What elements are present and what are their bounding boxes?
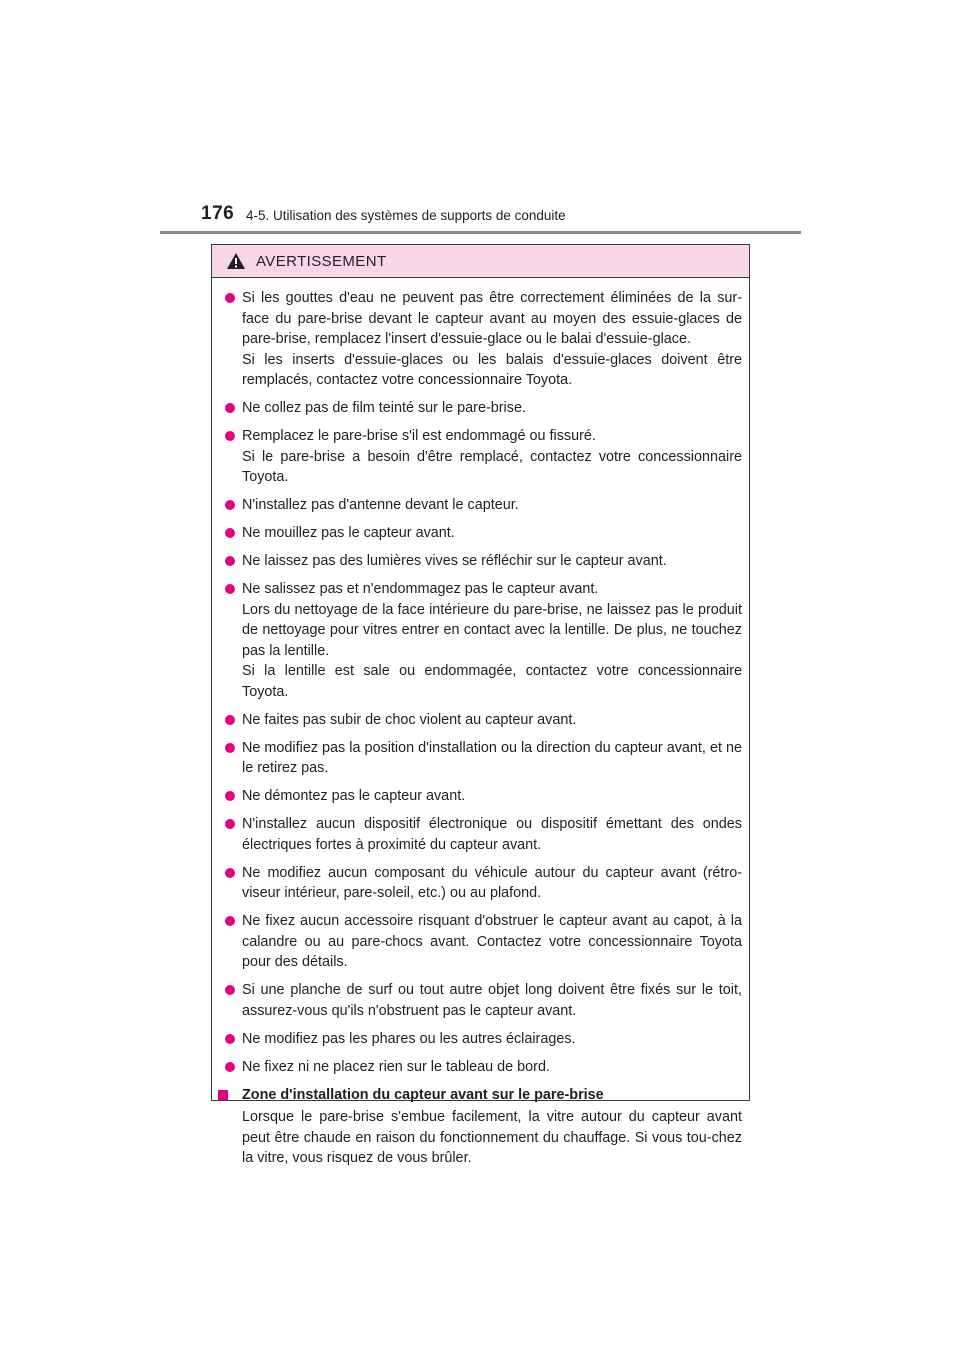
warning-item — [218, 579, 742, 702]
bullet-icon — [225, 868, 235, 878]
warning-item-text: Ne fixez ni ne placez rien sur le tableau de bord. — [242, 1058, 550, 1075]
square-bullet-icon — [218, 1090, 228, 1100]
warning-item — [218, 426, 742, 488]
bullet-icon — [225, 431, 235, 441]
warning-item-text: Ne laissez pas des lumières vives se réfléchir sur le capteur avant. — [242, 553, 667, 569]
warning-item — [218, 288, 742, 391]
warning-item-text: Lors du nettoyage de la face intérieure du pare-brise, ne laissez pas le produit de nettoyage pour vitres entrer en contact avec la lentille. De plus, ne touchez pas la lentille. — [242, 601, 742, 659]
warning-item-text: Si les inserts d'essuie-glaces ou les balais d'essuie-glaces doivent être remplacés, contactez votre concessionnaire Toyota. — [242, 351, 742, 388]
bullet-icon — [225, 791, 235, 801]
warning-item-text: Si la lentille est sale ou endommagée, contactez votre concessionnaire Toyota. — [242, 663, 742, 700]
warning-item-text: Ne modifiez aucun composant du véhicule autour du capteur avant (rétro-viseur intérieur, pare-soleil, etc.) ou au plafond. — [242, 864, 742, 901]
bullet-icon — [225, 293, 235, 303]
warning-header — [212, 245, 749, 278]
bullet-icon — [225, 500, 235, 510]
warning-triangle-icon — [226, 252, 246, 270]
section-title: 4-5. Utilisation des systèmes de supports de conduite — [246, 208, 566, 223]
warning-item — [218, 1057, 742, 1078]
warning-item-text: Ne fixez aucun accessoire risquant d'obstruer le capteur avant au capot, à la calandre ou au pare-chocs avant. Contactez votre concessionnaire Toyota pour des détails. — [242, 913, 742, 970]
bullet-icon — [225, 715, 235, 725]
warning-item-text: Ne modifiez pas les phares ou les autres éclairages. — [242, 1030, 576, 1047]
warning-item-text: Remplacez le pare-brise s'il est endommagé ou fissuré. — [242, 428, 596, 444]
bullet-icon — [225, 743, 235, 753]
warning-item-text: Ne mouillez pas le capteur avant. — [242, 525, 455, 541]
installation-zone-section — [218, 1085, 742, 1169]
warning-item-text: Ne collez pas de film teinté sur le pare-brise. — [242, 400, 526, 416]
warning-item-text: N'installez aucun dispositif électronique ou dispositif émettant des ondes électriques fortes à proximité du capteur avant. — [242, 816, 742, 853]
warning-list — [218, 288, 742, 1077]
warning-item — [218, 980, 742, 1021]
bullet-icon — [225, 1062, 235, 1072]
warning-item-text: Ne modifiez pas la position d'installation ou la direction du capteur avant, et ne le retirez pas. — [242, 739, 742, 776]
bullet-icon — [225, 916, 235, 926]
warning-item — [218, 863, 742, 904]
warning-item-text: Si les gouttes d'eau ne peuvent pas être correctement éliminées de la sur-face du pare-brise devant le capteur avant au moyen des essuie-glaces de pare-brise, remplacez l'insert d'essuie-glace ou le balai d'essuie-glace. — [242, 290, 742, 347]
warning-item-text: Ne démontez pas le capteur avant. — [242, 788, 466, 804]
bullet-icon — [225, 1034, 235, 1044]
warning-item — [218, 710, 742, 731]
warning-item — [218, 814, 742, 855]
warning-item — [218, 786, 742, 807]
page-number: 176 — [201, 203, 235, 224]
warning-item-text: Ne salissez pas et n'endommagez pas le capteur avant. — [242, 581, 599, 597]
bullet-icon — [225, 528, 235, 538]
bullet-icon — [225, 556, 235, 566]
warning-item-text: N'installez pas d'antenne devant le capteur. — [242, 497, 519, 513]
warning-item-text: Si le pare-brise a besoin d'être remplacé, contactez votre concessionnaire Toyota. — [242, 448, 742, 485]
warning-item — [218, 398, 742, 419]
warning-item — [218, 911, 742, 973]
bullet-icon — [225, 819, 235, 829]
warning-item — [218, 523, 742, 544]
warning-title: AVERTISSEMENT — [256, 252, 387, 270]
header-rule — [160, 231, 801, 234]
bullet-icon — [225, 403, 235, 413]
warning-item — [218, 1029, 742, 1050]
bullet-icon — [225, 584, 235, 594]
warning-item-text: Si une planche de surf ou tout autre objet long doivent être fixés sur le toit, assurez-vous qu'ils n'obstruent pas le capteur avant. — [242, 982, 742, 1019]
warning-box — [211, 244, 750, 1166]
bullet-icon — [225, 985, 235, 995]
warning-item — [218, 551, 742, 572]
subsection-text: Lorsque le pare-brise s'embue facilement, la vitre autour du capteur avant peut être chaude en raison du fonctionnement du chauffage. Si vous tou-chez la vitre, vous risquez de vous brûler. — [242, 1109, 742, 1166]
warning-item — [218, 738, 742, 779]
warning-item — [218, 495, 742, 516]
warning-item-text: Ne faites pas subir de choc violent au capteur avant. — [242, 711, 577, 728]
warning-body — [212, 278, 749, 1169]
subsection-title: Zone d'installation du capteur avant sur le pare-brise — [242, 1086, 604, 1103]
